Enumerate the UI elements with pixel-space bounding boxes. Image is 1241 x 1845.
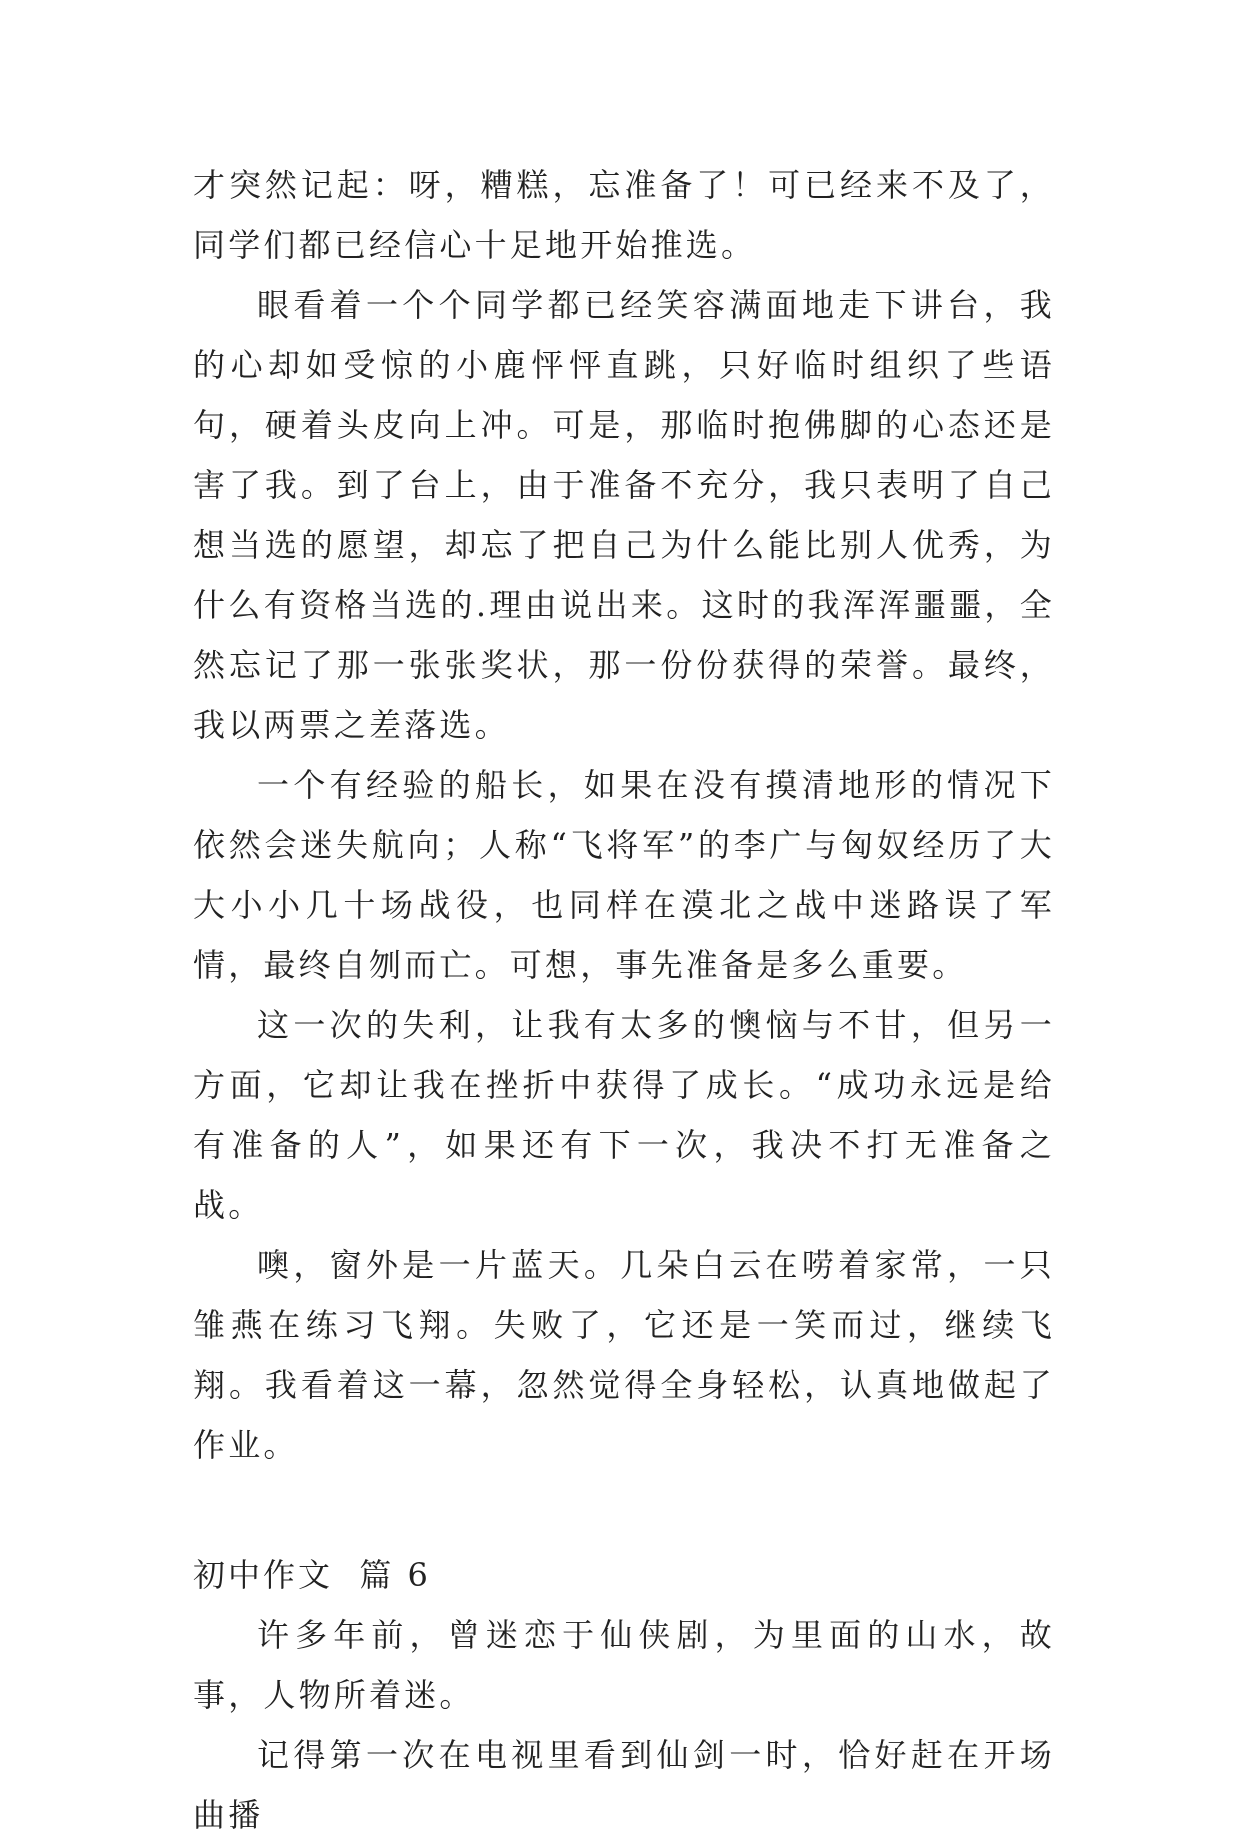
paragraph-first-time: 记得第一次在电视里看到仙剑一时，恰好赶在开场曲播 xyxy=(193,1736,1055,1834)
paragraph-election: 眼看着一个个同学都已经笑容满面地走下讲台，我的心却如受惊的小鹿怦怦直跳，只好临时组织了些语句，硬着头皮向上冲。可是，那临时抱佛脚的心态还是害了我。到了台上，由于准备不充分，我只表明了自己想当选的愿望，却忘了把自己为什么能比别人优秀，为什么有资格当选的.理由说出来。这时的我浑浑噩噩，全然忘记了那一张张奖状，那一份份获得的荣誉。最终，我以两票之差落选。 xyxy=(193,286,1055,744)
paragraph-xianxia: 许多年前，曾迷恋于仙侠剧，为里面的山水，故事，人物所着迷。 xyxy=(193,1616,1055,1714)
section-heading: 初中作文 篇 6 xyxy=(193,1556,431,1594)
paragraph-window: 噢，窗外是一片蓝天。几朵白云在唠着家常，一只雏燕在练习飞翔。失败了，它还是一笑而过，继续飞翔。我看着这一幕，忽然觉得全身轻松，认真地做起了作业。 xyxy=(193,1246,1055,1464)
paragraph-lesson: 这一次的失利，让我有太多的懊恼与不甘，但另一方面，它却让我在挫折中获得了成长。“成功永远是给有准备的人”，如果还有下一次，我决不打无准备之战。 xyxy=(193,1006,1055,1224)
paragraph-continued: 才突然记起：呀，糟糕，忘准备了！可已经来不及了，同学们都已经信心十足地开始推选。 xyxy=(193,166,1055,264)
document-body xyxy=(193,155,1055,1845)
paragraph-captain: 一个有经验的船长，如果在没有摸清地形的情况下依然会迷失航向；人称“飞将军”的李广与匈奴经历了大大小小几十场战役，也同样在漠北之战中迷路误了军情，最终自刎而亡。可想，事先准备是多么重要。 xyxy=(193,766,1055,984)
